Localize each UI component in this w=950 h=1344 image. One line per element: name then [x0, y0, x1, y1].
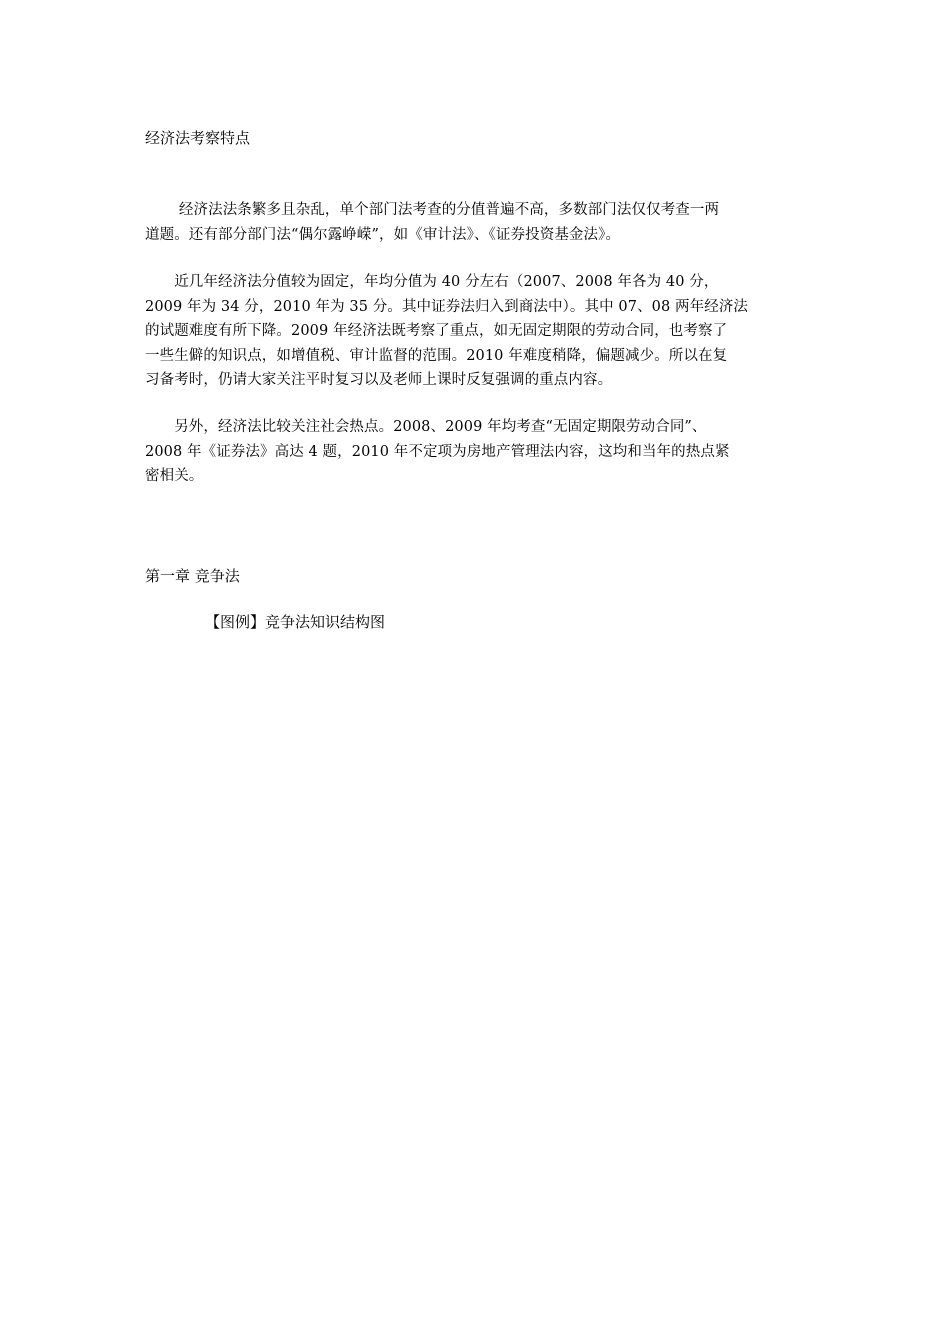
paragraph-2	[145, 270, 805, 393]
paragraph-1	[145, 198, 805, 247]
paragraph-line: 一些生僻的知识点，如增值税、审计监督的范围。2010 年难度稍降，偏题减少。所以在复	[145, 347, 728, 364]
paragraph-line: 2008 年《证券法》高达 4 题，2010 年不定项为房地产管理法内容，这均和当年的热点紧	[145, 443, 730, 460]
paragraph-line: 经济法法条繁多且杂乱，单个部门法考查的分值普遍不高，多数部门法仅仅考查一两	[145, 202, 720, 218]
paragraph-3	[145, 415, 805, 489]
paragraph-line: 的试题难度有所下降。2009 年经济法既考察了重点，如无固定期限的劳动合同，也考察了	[145, 323, 728, 339]
paragraph-line: 习备考时，仍请大家关注平时复习以及老师上课时反复强调的重点内容。	[145, 372, 613, 388]
paragraph-line: 2009 年为 34 分，2010 年为 35 分。其中证券法归入到商法中）。其中 07、08 两年经济法	[145, 298, 749, 315]
figure-caption: 【图例】竞争法知识结构图	[205, 613, 386, 631]
section-title: 经济法考察特点	[145, 129, 251, 147]
paragraph-line: 密相关。	[145, 468, 204, 484]
chapter-title: 第一章 竞争法	[145, 567, 240, 585]
paragraph-line: 另外，经济法比较关注社会热点。2008、2009 年均考查“无固定期限劳动合同”、	[145, 419, 707, 435]
paragraph-line: 近几年经济法分值较为固定，年均分值为 40 分左右（2007、2008 年各为 40 分，	[145, 274, 719, 290]
paragraph-line: 道题。还有部分部门法“偶尔露峥嵘”，如《审计法》、《证券投资基金法》。	[145, 226, 621, 243]
